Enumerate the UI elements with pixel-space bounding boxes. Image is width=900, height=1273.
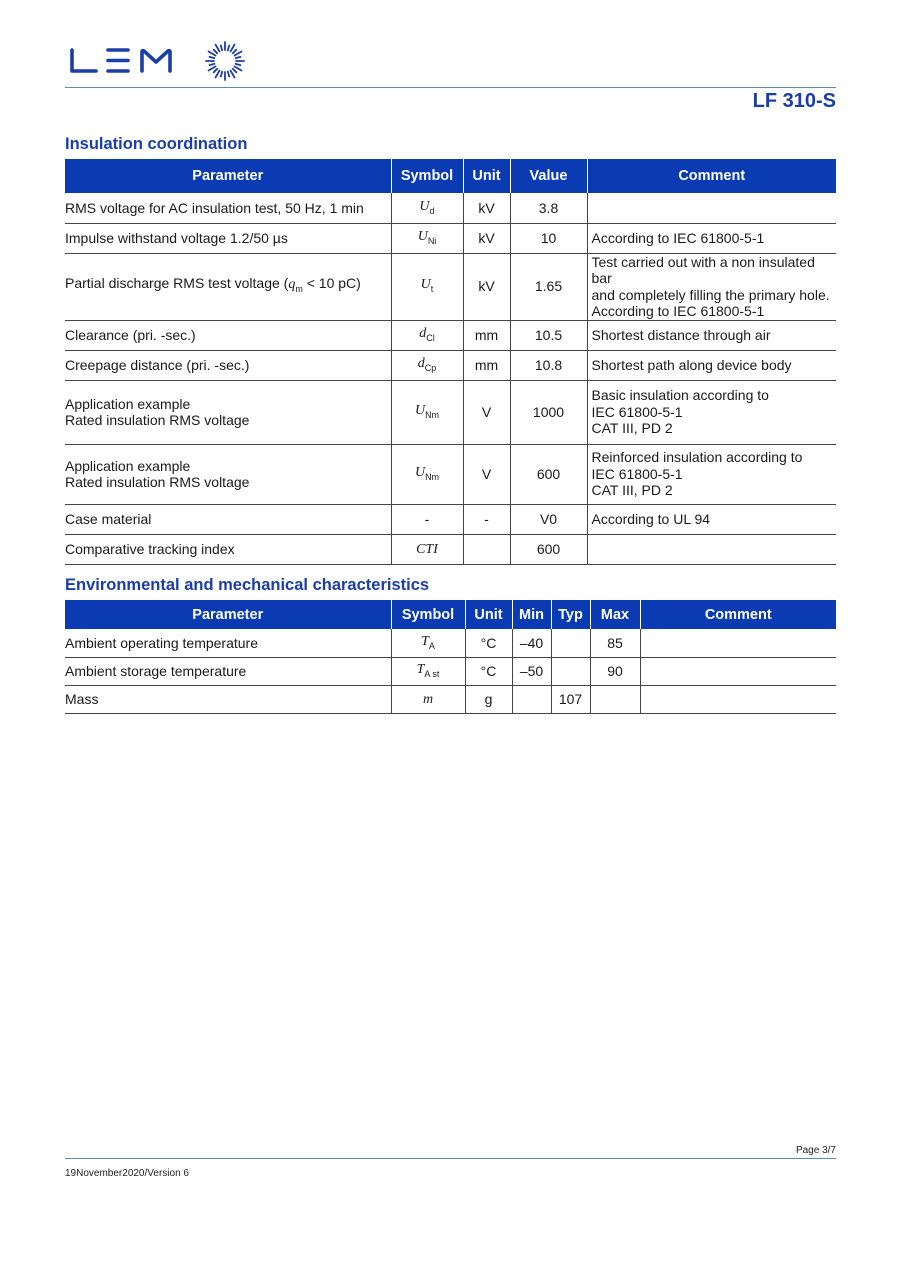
value-cell: 600: [510, 444, 587, 504]
value-cell: 3.8: [510, 193, 587, 223]
section-title-environmental: Environmental and mechanical characteristics: [65, 576, 430, 594]
lem-logo: [68, 40, 258, 84]
sun-ray: [210, 57, 215, 58]
symbol-cell: m: [391, 685, 465, 713]
value-cell: 10.5: [510, 320, 587, 350]
symbol-cell: $U_{Nm}$: [391, 380, 463, 444]
sun-ray: [235, 67, 242, 71]
comment-cell: According to UL 94: [587, 504, 836, 534]
parameter-cell: Ambient storage temperature: [65, 657, 391, 685]
sun-icon: [206, 42, 244, 80]
parameter-cell: Application example Rated insulation RMS voltage: [65, 380, 391, 444]
unit-cell: °C: [465, 657, 512, 685]
sun-ray: [233, 50, 237, 54]
typ-cell: [551, 657, 590, 685]
product-code: LF 310-S: [752, 90, 836, 112]
unit-cell: V: [463, 380, 510, 444]
parameter-cell: Mass: [65, 685, 391, 713]
symbol-cell: $U_{Nm}$: [391, 444, 463, 504]
symbol-cell: $T_{A st}$: [391, 657, 465, 685]
comment-cell: [640, 629, 836, 657]
sun-ray: [235, 52, 242, 56]
sun-ray: [233, 69, 237, 73]
table-row: [65, 685, 836, 713]
column-header: Typ: [551, 600, 590, 629]
section-title-insulation: Insulation coordination: [65, 135, 248, 153]
symbol-cell: -: [391, 504, 463, 534]
value-cell: V0: [510, 504, 587, 534]
unit-cell: mm: [463, 350, 510, 380]
environmental-table: [65, 600, 836, 714]
unit-cell: g: [465, 685, 512, 713]
comment-cell: Shortest path along device body: [587, 350, 836, 380]
column-header: Max: [590, 600, 640, 629]
sun-ray: [236, 64, 241, 65]
symbol-cell: $U_t$: [391, 253, 463, 320]
table-row: [65, 253, 836, 320]
sun-ray: [216, 71, 220, 78]
header-rule: [65, 87, 836, 88]
parameter-cell: Clearance (pri. -sec.): [65, 320, 391, 350]
column-header: Symbol: [391, 159, 463, 193]
table-row: [65, 534, 836, 564]
table-row: [65, 657, 836, 685]
comment-cell: [587, 193, 836, 223]
sun-ray: [228, 46, 229, 51]
sun-ray: [214, 50, 218, 54]
unit-cell: mm: [463, 320, 510, 350]
sun-ray: [209, 52, 216, 56]
table-header-row: [65, 600, 836, 629]
unit-cell: V: [463, 444, 510, 504]
comment-cell: Reinforced insulation according to IEC 61800-5-1 CAT III, PD 2: [587, 444, 836, 504]
parameter-cell: Ambient operating temperature: [65, 629, 391, 657]
min-cell: –40: [512, 629, 551, 657]
column-header: Unit: [463, 159, 510, 193]
max-cell: 90: [590, 657, 640, 685]
insulation-table: [65, 159, 836, 565]
sun-ray: [231, 71, 235, 78]
comment-cell: Shortest distance through air: [587, 320, 836, 350]
symbol-cell: CTI: [391, 534, 463, 564]
comment-cell: Test carried out with a non insulated bar and completely filling the primary hole. According to IEC 61800-5-1: [587, 253, 836, 320]
parameter-cell: Case material: [65, 504, 391, 534]
sun-ray: [221, 72, 222, 77]
table-row: [65, 223, 836, 253]
column-header: Comment: [640, 600, 836, 629]
symbol-cell: $U_d$: [391, 193, 463, 223]
sun-ray: [236, 57, 241, 58]
sun-ray: [209, 67, 216, 71]
column-header: Symbol: [391, 600, 465, 629]
table-row: [65, 629, 836, 657]
value-cell: 600: [510, 534, 587, 564]
version-date: 19November2020/Version 6: [65, 1168, 189, 1179]
min-cell: [512, 685, 551, 713]
table-row: [65, 193, 836, 223]
parameter-cell: Comparative tracking index: [65, 534, 391, 564]
value-cell: 1000: [510, 380, 587, 444]
max-cell: [590, 685, 640, 713]
symbol-cell: $U_{Ni}$: [391, 223, 463, 253]
parameter-cell: Partial discharge RMS test voltage ($q_m < 10$ pC): [65, 253, 391, 320]
comment-cell: Basic insulation according to IEC 61800-5-1 CAT III, PD 2: [587, 380, 836, 444]
unit-cell: -: [463, 504, 510, 534]
sun-ray: [210, 64, 215, 65]
unit-cell: kV: [463, 223, 510, 253]
comment-cell: [640, 657, 836, 685]
sun-ray: [221, 46, 222, 51]
table-row: [65, 320, 836, 350]
table-header-row: [65, 159, 836, 193]
column-header: Parameter: [65, 600, 391, 629]
symbol-cell: $d_{Cp}$: [391, 350, 463, 380]
symbol-cell: $T_A$: [391, 629, 465, 657]
parameter-cell: RMS voltage for AC insulation test, 50 Hz, 1 min: [65, 193, 391, 223]
unit-cell: [463, 534, 510, 564]
parameter-cell: Application example Rated insulation RMS voltage: [65, 444, 391, 504]
value-cell: 10: [510, 223, 587, 253]
min-cell: –50: [512, 657, 551, 685]
unit-cell: kV: [463, 193, 510, 223]
page-number: Page 3/7: [795, 1145, 836, 1156]
table-row: [65, 444, 836, 504]
unit-cell: kV: [463, 253, 510, 320]
comment-cell: [587, 534, 836, 564]
column-header: Comment: [587, 159, 836, 193]
comment-cell: According to IEC 61800-5-1: [587, 223, 836, 253]
symbol-cell: $d_{Cl}$: [391, 320, 463, 350]
table-row: [65, 504, 836, 534]
value-cell: 10.8: [510, 350, 587, 380]
column-header: Value: [510, 159, 587, 193]
sun-ray: [228, 72, 229, 77]
max-cell: 85: [590, 629, 640, 657]
typ-cell: 107: [551, 685, 590, 713]
column-header: Parameter: [65, 159, 391, 193]
unit-cell: °C: [465, 629, 512, 657]
column-header: Unit: [465, 600, 512, 629]
typ-cell: [551, 629, 590, 657]
footer-rule: [65, 1158, 836, 1159]
sun-ray: [231, 45, 235, 52]
sun-ray: [216, 45, 220, 52]
value-cell: 1.65: [510, 253, 587, 320]
parameter-cell: Impulse withstand voltage 1.2/50 µs: [65, 223, 391, 253]
table-row: [65, 350, 836, 380]
table-row: [65, 380, 836, 444]
comment-cell: [640, 685, 836, 713]
sun-ray: [214, 69, 218, 73]
column-header: Min: [512, 600, 551, 629]
parameter-cell: Creepage distance (pri. -sec.): [65, 350, 391, 380]
